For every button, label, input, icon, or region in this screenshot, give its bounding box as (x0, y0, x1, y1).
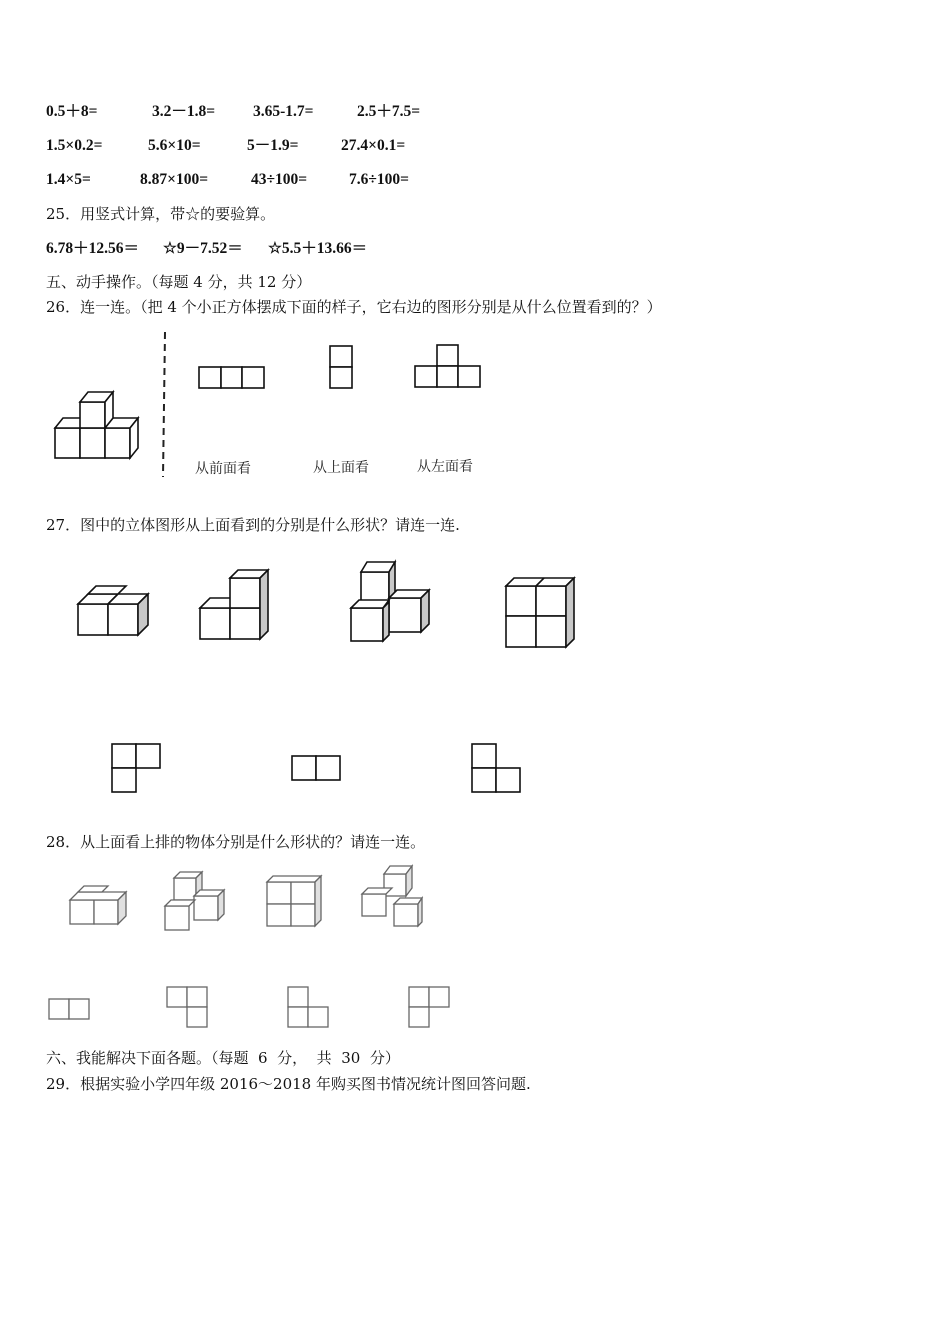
q26-view-left (414, 344, 482, 389)
q25-item: 6.78＋12.56＝ (46, 240, 140, 257)
q26-prompt: 26．连一连。（把 4 个小正方体摆成下面的样子，它右边的图形分别是从什么位置看到的？） (46, 298, 662, 316)
q28-shape-4 (408, 986, 453, 1031)
q27-solid-3 (349, 560, 434, 645)
q28-shape-2 (166, 986, 211, 1031)
q29-prompt: 29．根据实验小学四年级 2016～2018 年购买图书情况统计图回答问题. (46, 1075, 531, 1093)
arith-item: 5.6×10= (148, 137, 201, 154)
q26-view-top (329, 345, 354, 390)
q25-prompt: 25．用竖式计算，带☆的要验算。 (46, 205, 276, 223)
q27-shape-1 (111, 743, 163, 795)
q27-shape-2 (291, 755, 343, 782)
q26-caption-left: 从左面看 (417, 459, 473, 475)
arith-item: 8.87×100= (140, 171, 209, 188)
q27-solid-2 (198, 568, 273, 643)
q26-caption-top: 从上面看 (313, 460, 369, 476)
q27-prompt: 27．图中的立体图形从上面看到的分别是什么形状？请连一连. (46, 516, 460, 534)
arith-item: 43÷100= (251, 171, 308, 188)
q28-prompt: 28．从上面看上排的物体分别是什么形状的？请连一连。 (46, 833, 426, 851)
q27-solid-1 (76, 584, 151, 639)
arith-item: 1.5×0.2= (46, 137, 103, 154)
q25-item: ☆9－7.52＝ (163, 240, 243, 257)
arith-item: 3.65-1.7= (253, 103, 314, 120)
arith-item: 27.4×0.1= (341, 137, 406, 154)
q26-divider (160, 332, 170, 477)
q28-solid-3 (265, 874, 325, 929)
q25-item: ☆5.5＋13.66＝ (268, 240, 368, 257)
section-heading: 五、动手操作。（每题 4 分，共 12 分） (46, 273, 312, 291)
q26-caption-front: 从前面看 (195, 461, 251, 477)
arith-item: 1.4×5= (46, 171, 91, 188)
q26-cube-figure (50, 388, 150, 463)
arith-item: 5－1.9= (247, 137, 299, 154)
q28-shape-3 (287, 986, 332, 1031)
arith-item: 2.5＋7.5= (357, 103, 421, 120)
section-heading: 六、我能解决下面各题。（每题 6 分， 共 30 分） (46, 1049, 400, 1067)
q28-solid-1 (68, 884, 128, 929)
q26-view-front (198, 366, 266, 390)
arith-item: 3.2－1.8= (152, 103, 216, 120)
q28-shape-1 (48, 998, 93, 1022)
q27-shape-3 (471, 743, 523, 795)
q28-solid-2 (162, 870, 227, 932)
q28-solid-4 (358, 864, 426, 930)
q27-solid-4 (504, 576, 579, 651)
arith-item: 0.5＋8= (46, 103, 98, 120)
arith-item: 7.6÷100= (349, 171, 409, 188)
